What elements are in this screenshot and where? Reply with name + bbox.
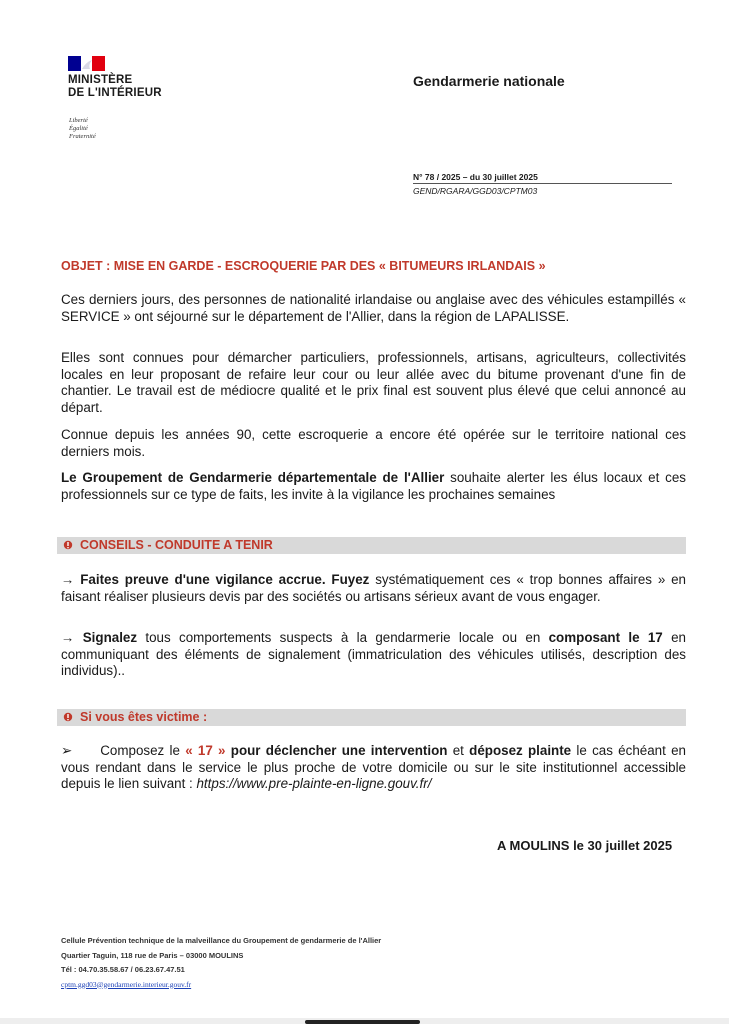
victime-intervention: pour déclencher une intervention xyxy=(225,743,448,758)
victime-deposez-plainte: déposez plainte xyxy=(469,743,572,758)
footer-email-link[interactable]: cptm.ggd03@gendarmerie.interieur.gouv.fr xyxy=(61,979,192,989)
conseils-section-bar xyxy=(57,537,686,554)
paragraph-4-bold: Le Groupement de Gendarmerie départementale de l'Allier xyxy=(61,470,445,485)
pre-plainte-link[interactable]: https://www.pre-plainte-en-ligne.gouv.fr/ xyxy=(196,776,432,791)
republic-motto xyxy=(69,117,96,141)
arrow-icon: → xyxy=(61,630,83,645)
victime-instructions xyxy=(61,743,686,793)
victime-text-1: Composez le xyxy=(100,743,186,758)
conseil-2-bold-17: composant le 17 xyxy=(548,630,663,645)
document-reference xyxy=(413,172,672,196)
paragraph-4 xyxy=(61,470,686,503)
warning-bullet-icon xyxy=(63,540,73,550)
conseil-1-rest: systématiquement ces « trop bonnes affaires » en faisant réaliser plusieurs devis par des sociétés ou artisans sérieux avant de vous engager. xyxy=(61,572,686,604)
paragraph-3: Connue depuis les années 90, cette escroquerie a encore été opérée sur le territoire national ces derniers mois. xyxy=(61,427,686,459)
subject-heading: OBJET : MISE EN GARDE - ESCROQUERIE PAR DES « BITUMEURS IRLANDAIS » xyxy=(61,259,546,273)
conseils-title: CONSEILS - CONDUITE A TENIR xyxy=(80,538,273,552)
footer-contact xyxy=(61,934,381,992)
home-indicator xyxy=(305,1020,420,1024)
conseil-2-bold-signalez: Signalez xyxy=(82,630,138,645)
warning-bullet-icon xyxy=(63,712,73,722)
victime-text-et: et xyxy=(447,743,470,758)
conseil-item-2 xyxy=(61,630,686,680)
arrow-icon: → xyxy=(61,572,81,587)
conseil-2-mid: tous comportements suspects à la gendarmerie locale ou en xyxy=(137,630,549,645)
agency-name: Gendarmerie nationale xyxy=(413,73,565,89)
victime-17: « 17 » xyxy=(185,743,226,758)
victime-text-rest: le cas échéant en vous rendant dans le service le plus proche de votre domicile ou sur le site institutionnel accessible depuis le lien suivant : xyxy=(61,743,686,791)
conseil-2-rest: en communiquant des éléments de signalement (immatriculation des véhicules utilisés, description des individus).. xyxy=(61,630,686,678)
republique-flag-logo xyxy=(68,56,105,71)
signoff-date: A MOULINS le 30 juillet 2025 xyxy=(497,838,673,853)
motto-egalite: Égalité xyxy=(69,125,88,132)
footer-address: Quartier Taguin, 118 rue de Paris – 03000 MOULINS xyxy=(61,950,244,960)
reference-code: GEND/RGARA/GGD03/CPTM03 xyxy=(413,186,538,196)
paragraph-4-rest: souhaite alerter les élus locaux et ces professionnels sur ce type de faits, les invite à la vigilance les prochaines semaines xyxy=(61,470,686,502)
conseil-1-bold: Faites preuve d'une vigilance accrue. Fuyez xyxy=(80,572,370,587)
reference-number: N° 78 / 2025 – du 30 juillet 2025 xyxy=(413,172,672,184)
ministry-line2: DE L'INTÉRIEUR xyxy=(68,87,162,99)
paragraph-2: Elles sont connues pour démarcher particuliers, professionnels, artisans, agriculteurs, collectivités locales en leur proposant de refaire leur cour ou leur allée avec du bitume provenant d'une fin de chantier. Le travail est de médiocre qualité et le prix final est souvent plus élevé que celui annoncé au départ. xyxy=(61,350,686,415)
ministry-line1: MINISTÈRE xyxy=(68,74,133,86)
victime-title: Si vous êtes victime : xyxy=(80,710,208,724)
footer-phone: Tél : 04.70.35.58.67 / 06.23.67.47.51 xyxy=(61,965,185,974)
victime-section-bar xyxy=(57,709,686,726)
motto-fraternite: Fraternité xyxy=(69,133,96,140)
conseil-item-1 xyxy=(61,572,686,605)
arrow-marker-icon: ➢ xyxy=(61,743,73,758)
motto-liberte: Liberté xyxy=(69,117,88,124)
footer-unit: Cellule Prévention technique de la malveillance du Groupement de gendarmerie de l'Allier xyxy=(61,936,382,945)
paragraph-1: Ces derniers jours, des personnes de nationalité irlandaise ou anglaise avec des véhicules estampillés « SERVICE » ont séjourné sur le département de l'Allier, dans la région de LAPALISSE. xyxy=(61,292,686,324)
ministry-name xyxy=(68,74,162,100)
